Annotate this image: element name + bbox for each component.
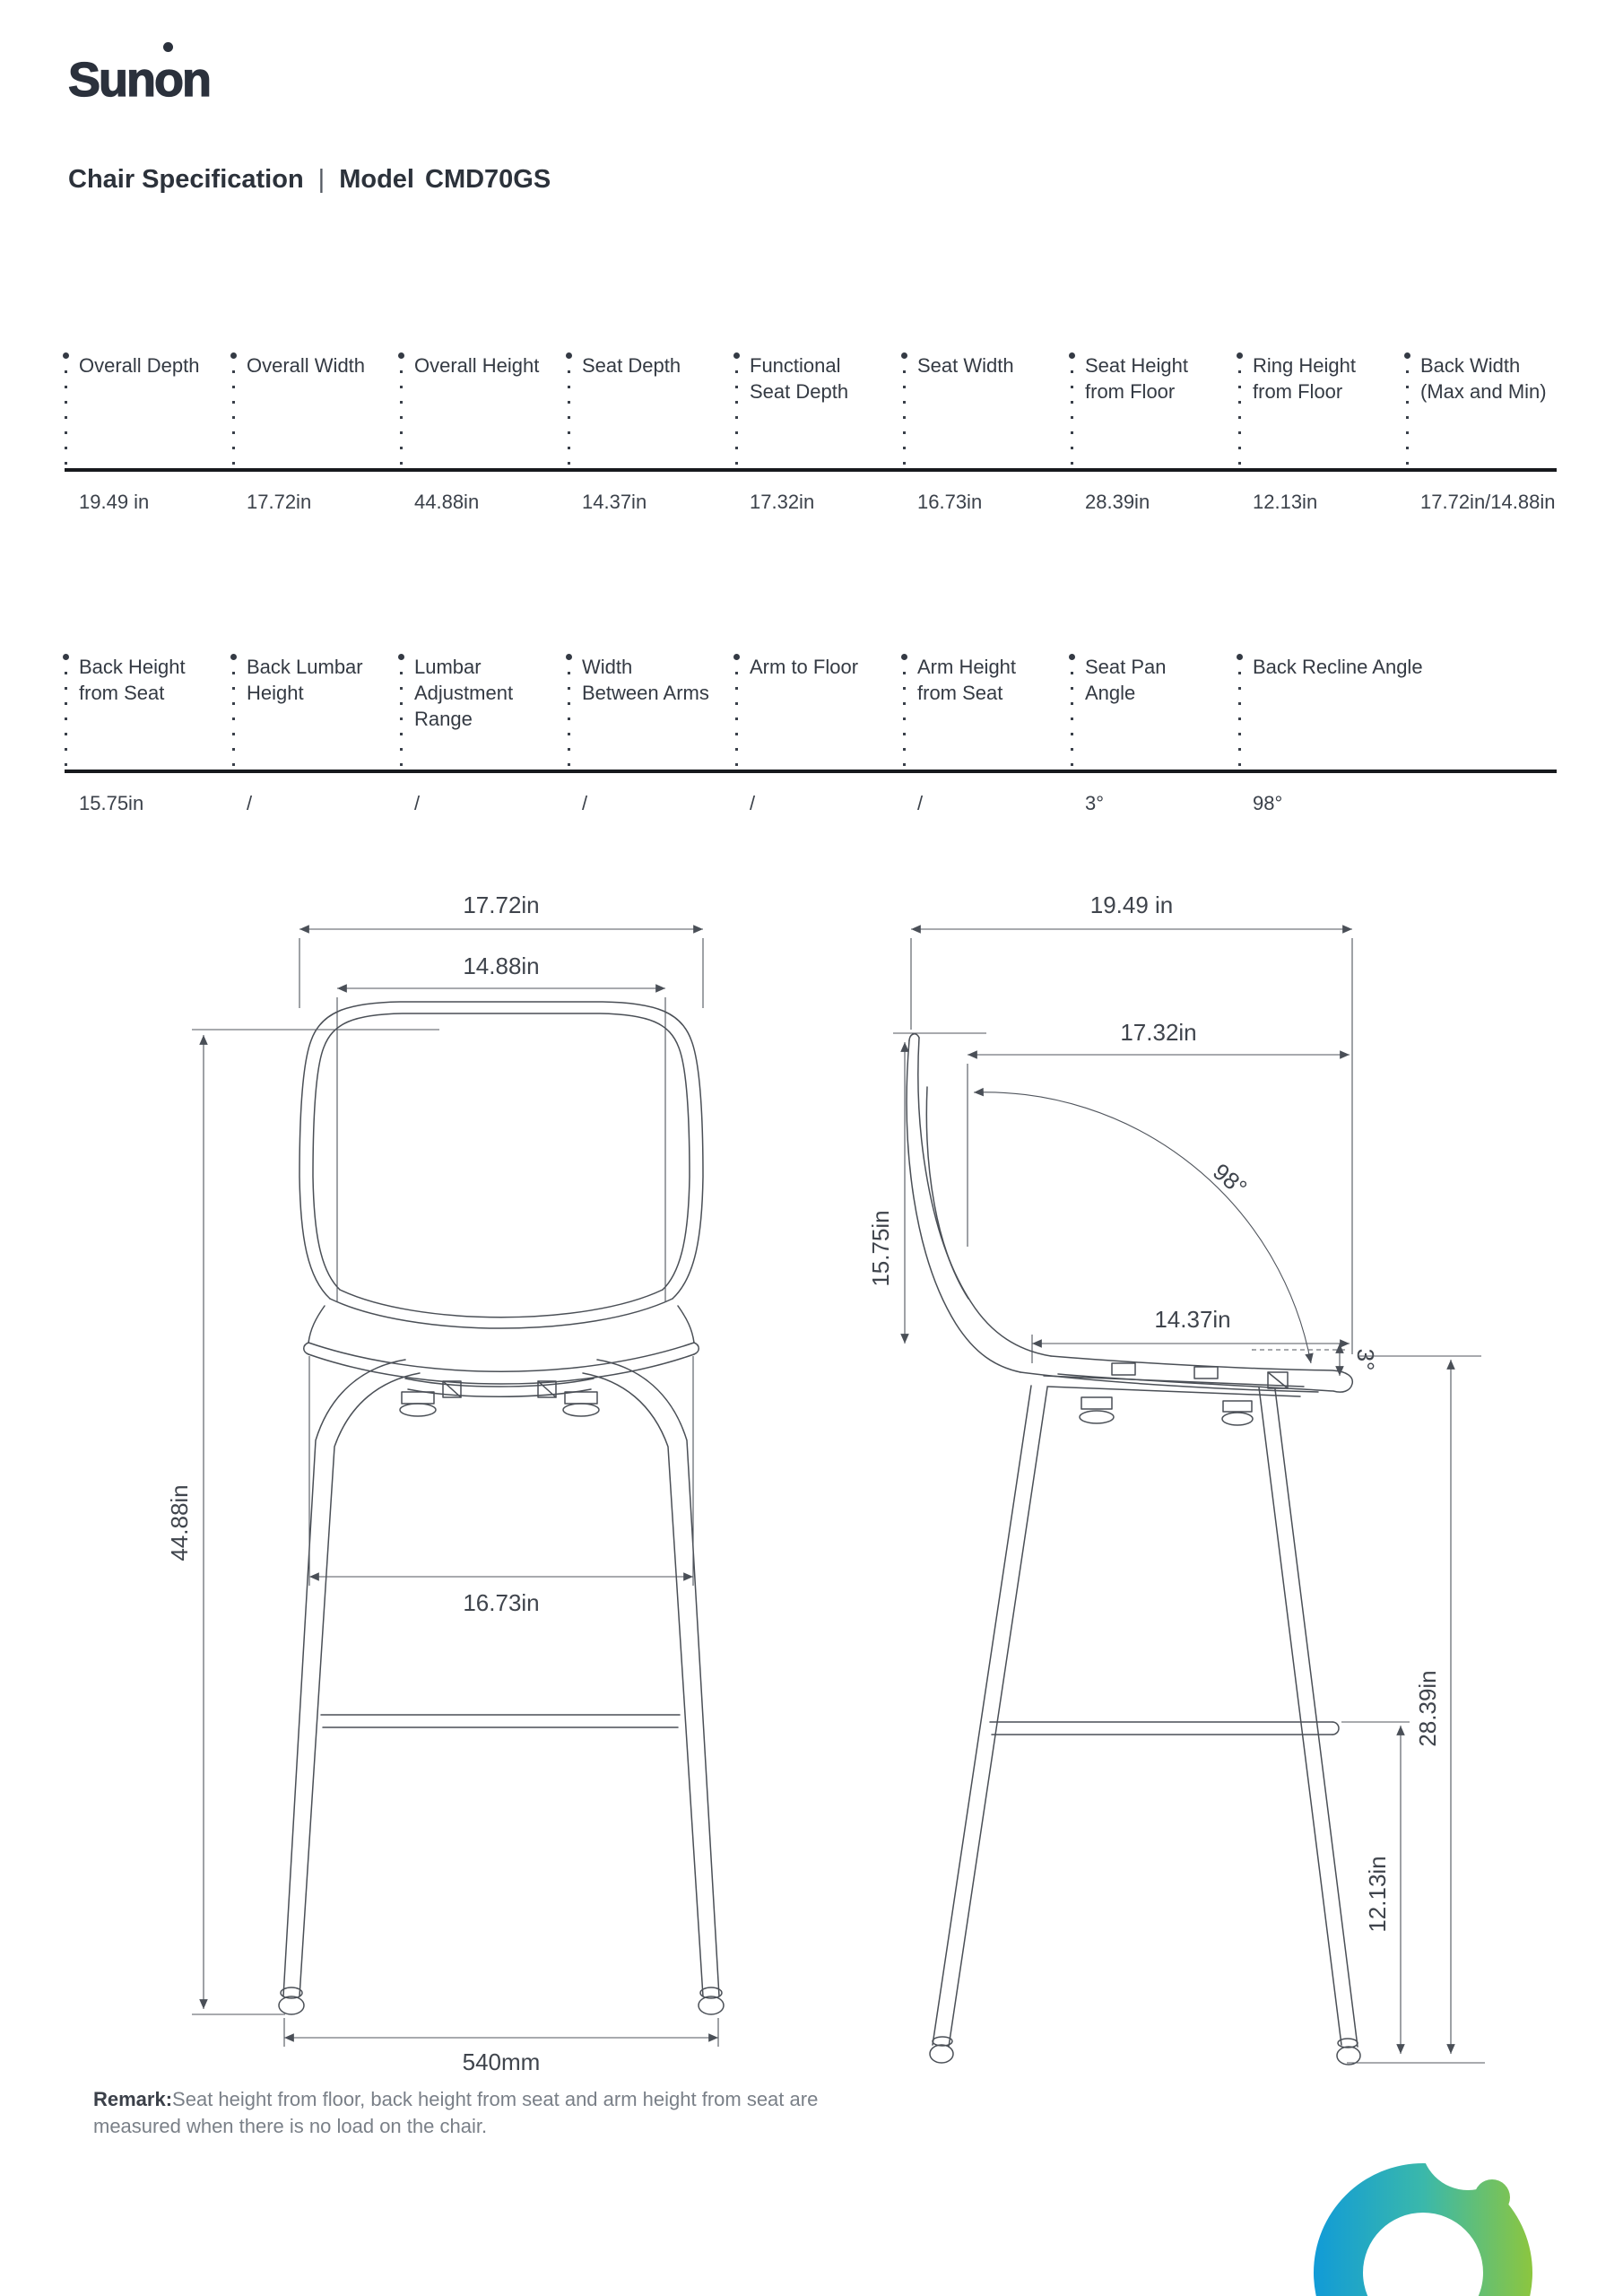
dim-overall-depth: 19.49 in [1089,891,1174,918]
dotted-leader [65,657,67,768]
dotted-leader [1071,355,1073,466]
spec-header-label: Seat Depth [582,354,681,377]
front-view-drawing [279,1002,724,2014]
spec-header-label: Back Lumbar Height [247,656,363,704]
spec-column [735,653,903,770]
model-label: Model [339,165,414,194]
dotted-leader [568,355,570,466]
spec-value: 14.37in [582,491,647,513]
spec-column [65,352,232,468]
spec-header-label: Back Width (Max and Min) [1420,354,1547,403]
spec-value: 44.88in [414,491,480,513]
spec-value: / [247,792,253,814]
dim-seat-height-from-floor: 28.39in [1414,1670,1441,1747]
spec-header-label: Back Recline Angle [1253,656,1423,678]
logo-lobe [1474,2179,1510,2215]
spec-column [1071,352,1238,468]
dotted-leader [568,657,570,768]
wordmark-seg2: n [182,53,210,107]
spec-value: 19.49 in [79,491,150,513]
dotted-leader [735,355,738,466]
spec-header-label: Seat Width [917,354,1014,377]
dotted-leader [903,657,906,768]
spec-header-label: Functional Seat Depth [750,354,849,403]
wordmark-seg1: Sun [68,53,154,107]
dotted-leader [65,355,67,466]
spec-column [1071,653,1238,770]
sunon-wordmark [68,52,210,108]
spec-header-row [65,653,1557,770]
spec-header-label: Back Height from Seat [79,656,186,704]
spec-value: 17.72in/14.88in [1420,491,1556,513]
side-view-drawing [907,1034,1360,2065]
spec-table-secondary [65,653,1557,815]
spec-header-label: Seat Pan Angle [1085,656,1167,704]
spec-column [735,352,903,468]
spec-column [1238,352,1406,468]
spec-column [400,352,568,468]
dotted-leader [1238,657,1241,768]
spec-header-label: Arm Height from Seat [917,656,1017,704]
wordmark-o: o [154,52,182,108]
spec-header-label: Seat Height from Floor [1085,354,1188,403]
spec-header-label: Overall Height [414,354,540,377]
dim-ring-height-from-floor: 12.13in [1364,1856,1391,1933]
spec-column [65,653,232,770]
spec-value: / [750,792,756,814]
dim-seat-depth: 14.37in [1154,1306,1231,1333]
spec-column [568,653,735,770]
spec-value: 3° [1085,792,1105,814]
spec-value: 98° [1253,792,1283,814]
spec-value: / [917,792,924,814]
dim-seat-width: 16.73in [463,1589,540,1616]
spec-value-row [65,491,1557,514]
dim-functional-seat-depth: 17.32in [1120,1019,1197,1046]
spec-value: 28.39in [1085,491,1150,513]
spec-header-label: Arm to Floor [750,656,859,678]
dotted-leader [1071,657,1073,768]
model-value: CMD70GS [425,165,551,194]
spec-column [903,352,1071,468]
dim-back-width-min: 14.88in [463,952,540,979]
spec-value: 15.75in [79,792,144,814]
dim-feet-span: 540mm [462,2048,541,2075]
spec-table-primary [65,352,1557,514]
spec-column [400,653,568,770]
spec-value: 12.13in [1253,491,1318,513]
dotted-leader [400,657,403,768]
spec-column [232,653,400,770]
spec-header-label: Width Between Arms [582,656,709,704]
spec-column [1238,653,1557,770]
dotted-leader [903,355,906,466]
table-rule [65,468,1557,472]
spec-column [232,352,400,468]
dim-back-recline-angle: 98° [1208,1157,1253,1202]
spec-value: 17.32in [750,491,815,513]
spec-header-label: Overall Width [247,354,366,377]
dotted-leader [1406,355,1409,466]
dotted-leader [232,355,235,466]
dotted-leader [1238,355,1241,466]
dotted-leader [735,657,738,768]
spec-value: / [582,792,588,814]
title-divider: | [317,165,325,194]
spec-value: 16.73in [917,491,983,513]
page-title [68,165,551,195]
spec-header-row [65,352,1557,468]
side-view-dimensions [867,891,1485,2063]
sunon-logo-mark [1300,2152,1551,2296]
remark [93,2086,848,2140]
dotted-leader [400,355,403,466]
remark-text: Seat height from floor, back height from seat and arm height from seat are measured when there is no load on the chair. [93,2088,819,2137]
spec-header-label: Lumbar Adjustment Range [414,656,514,730]
spec-value-row [65,792,1557,815]
front-view-dimensions [166,891,718,2075]
dim-overall-height: 44.88in [166,1484,193,1561]
wordmark-dot-icon [163,42,173,52]
spec-value: / [414,792,421,814]
dim-overall-width: 17.72in [463,891,540,918]
dim-back-height-from-seat: 15.75in [867,1210,894,1287]
spec-value: 17.72in [247,491,312,513]
spec-header-label: Ring Height from Floor [1253,354,1356,403]
spec-header-label: Overall Depth [79,354,200,377]
remark-label: Remark: [93,2088,173,2110]
spec-column [1406,352,1557,468]
dotted-leader [232,657,235,768]
spec-title: Chair Specification [68,165,304,194]
technical-drawings [0,879,1623,2170]
dim-seat-pan-angle: 3° [1352,1348,1379,1371]
spec-column [568,352,735,468]
spec-column [903,653,1071,770]
table-rule [65,770,1557,773]
